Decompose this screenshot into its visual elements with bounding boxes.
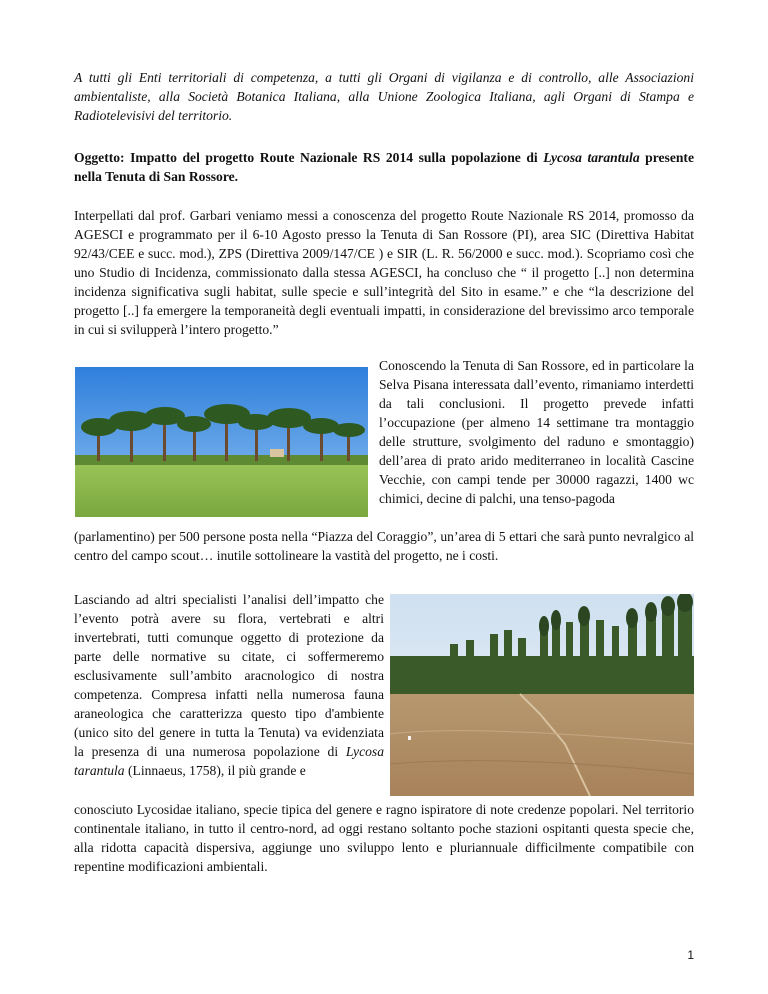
paragraph-2-part-1: Conoscendo la Tenuta di San Rossore, ed in particolare la Selva Pisana interessata dall’evento, rimaniamo interdetti da tali conclusioni. Il progetto prevede infatti l’occupazione (per almeno 14 settimane tra montaggio delle strutture, svolgimento del raduno e smontaggio) dell’area di prato arido mediterraneo in località Cascine Vecchie, con campi tende per 30000 ragazzi, 1400 wc chimici, decine di palchi, una tenso-pagoda — [379, 358, 694, 506]
paragraph-1: Interpellati dal prof. Garbari veniamo messi a conoscenza del progetto Route Nazionale RS 2014, promosso da AGESCI e programmato per il 6-10 Agosto presso la Tenuta di San Rossore (PI), area SIC (Direttiva Habitat 92/43/CEE e succ. mod.), ZPS (Direttiva 2009/147/CE ) e SIR (L. R. 56/2000 e succ. mod.). Scopriamo così che uno Studio di Incidenza, commissionato dalla stessa AGESCI, ha concluso che “ il progetto [..] non determina incidenza significativa sugli habitat, sulle specie e sull’integrità del Sito in esame.” e che “la descrizione del progetto [..] fa emergere la temporaneità degli eventuali impatti, in considerazione del brevissimo arco temporale in cui si svilupperà l’intero progetto.” — [74, 208, 694, 337]
pine-forest-photo — [75, 367, 368, 517]
paragraph-3-text: Lasciando ad altri specialisti l’analisi dell’impatto che l’evento potrà avere su flora, vertebrati e altri invertebrati, tutti comunque oggetto di protezione da parte delle normative su citate, ci soffermeremo esclusivamente sull’ambito aracnologico di nostra competenza. Compresa infatti nella numerosa fauna araneologica che caratterizza questo tipo d'ambiente (unico sito del genere in tutta la Tenuta) va evidenziata la presenza di una numerosa popolazione di — [74, 592, 384, 759]
paragraph-3-species: Lycosa tarantula — [74, 744, 384, 778]
paragraph-3-part-2: conosciuto Lycosidae italiano, specie tipica del genere e ragno ispiratore di note credenze popolari. Nel territorio continentale italiano, in tutto il centro-nord, ad oggi restano soltanto poche stazioni ospitanti questa specie che, alla ridotta capacità dispersiva, aggiunge uno sviluppo lento e pluriannuale difficilmente compatibile con repentine modificazioni ambientali. — [74, 802, 694, 874]
paragraph-3-part-1 — [74, 590, 384, 780]
page-number: 1 — [687, 948, 694, 962]
paragraph-2-part-2: (parlamentino) per 500 persone posta nella “Piazza del Coraggio”, un’area di 5 ettari che sarà punto nevralgico al centro del campo scout… inutile sottolineare la vastità del progetto, ne i costi. — [74, 529, 694, 563]
subject-line — [74, 148, 694, 186]
subject-prefix: Oggetto: Impatto del progetto Route Nazionale RS 2014 sulla popolazione di — [74, 150, 544, 165]
dry-meadow-photo — [390, 594, 694, 796]
subject-suffix: presente nella Tenuta di San Rossore. — [74, 150, 694, 184]
paragraph-3-text-end: (Linnaeus, 1758), il più grande e — [124, 763, 306, 778]
subject-species: Lycosa tarantula — [543, 150, 640, 165]
addressee-paragraph: A tutti gli Enti territoriali di competenza, a tutti gli Organi di vigilanza e di controllo, alle Associazioni ambientaliste, alla Società Botanica Italiana, alla Unione Zoologica Italiana, agli Organi di Stampa e Radiotelevisivi del territorio. — [74, 70, 694, 123]
